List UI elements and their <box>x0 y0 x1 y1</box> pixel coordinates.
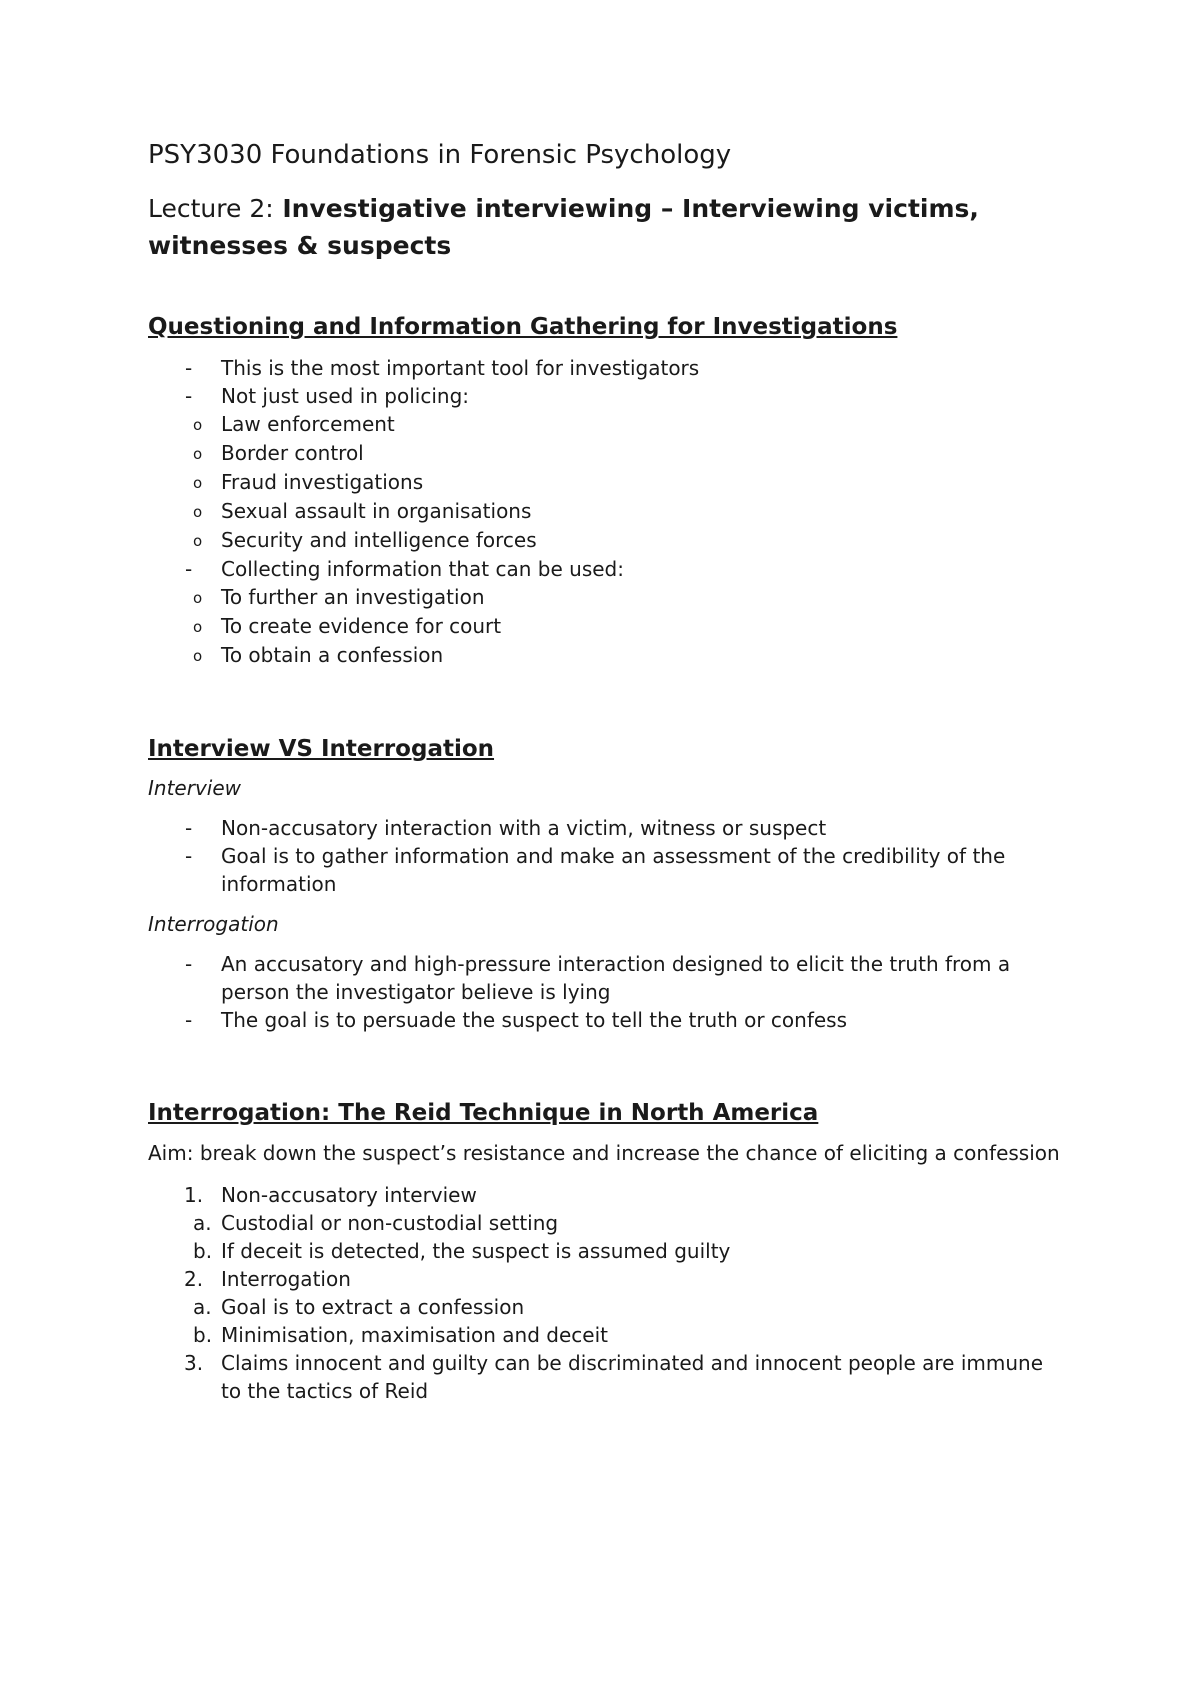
list-item <box>148 354 1068 382</box>
section-heading-reid-technique: Interrogation: The Reid Technique in North America <box>148 1100 819 1126</box>
list-item-text: Goal is to gather information and make an assessment of the credibility of the information <box>221 844 1006 896</box>
numbered-item <box>148 1265 1068 1349</box>
lecture-title <box>148 190 1068 264</box>
dash-marker: - <box>185 384 193 408</box>
document-page <box>148 140 1068 1405</box>
list-item-text: The goal is to persuade the suspect to tell the truth or confess <box>221 1008 848 1032</box>
lecture-title-text: Investigative interviewing – Interviewing victims, witnesses & suspects <box>148 194 979 260</box>
circle-bullet-icon: o <box>193 589 203 607</box>
list-item-text: Non-accusatory interaction with a victim, witness or suspect <box>221 816 827 840</box>
lettered-item-text: Custodial or non-custodial setting <box>221 1211 559 1235</box>
numbered-item <box>148 1181 1068 1265</box>
lettered-item <box>148 1321 1068 1349</box>
list-item-text: This is the most important tool for investigators <box>221 356 700 380</box>
collecting-list <box>148 555 1068 583</box>
numbered-item-text: Claims innocent and guilty can be discriminated and innocent people are immune to the tactics of Reid <box>221 1351 1044 1403</box>
sub-list-item-text: Law enforcement <box>221 412 395 436</box>
sub-list-item-text: To create evidence for court <box>221 614 502 638</box>
sub-list-item-text: To obtain a confession <box>221 643 444 667</box>
sub-list-item-text: Sexual assault in organisations <box>221 499 532 523</box>
number-marker: 3. <box>184 1351 204 1375</box>
dash-marker: - <box>185 816 193 840</box>
sub-list-item <box>148 439 1068 468</box>
dash-marker: - <box>185 356 193 380</box>
list-item <box>148 950 1068 1006</box>
sub-list-item <box>148 583 1068 612</box>
section-heading-interview-vs-interrogation: Interview VS Interrogation <box>148 736 495 762</box>
interview-list <box>148 814 1068 898</box>
policing-sublist <box>148 410 1068 555</box>
number-marker: 1. <box>184 1183 204 1207</box>
lettered-item <box>148 1209 1068 1237</box>
dash-marker: - <box>185 557 193 581</box>
list-item-text: Collecting information that can be used: <box>221 557 624 581</box>
step-sublist <box>148 1209 1068 1265</box>
list-item <box>148 382 1068 410</box>
circle-bullet-icon: o <box>193 618 203 636</box>
circle-bullet-icon: o <box>193 647 203 665</box>
questioning-list <box>148 354 1068 410</box>
list-item <box>148 842 1068 898</box>
numbered-item-text: Non-accusatory interview <box>221 1183 477 1207</box>
dash-marker: - <box>185 1008 193 1032</box>
list-item <box>148 1006 1068 1034</box>
list-item <box>148 814 1068 842</box>
list-item-text: Not just used in policing: <box>221 384 469 408</box>
number-marker: 2. <box>184 1267 204 1291</box>
sub-list-item <box>148 612 1068 641</box>
sub-list-item-text: To further an investigation <box>221 585 485 609</box>
lecture-prefix: Lecture 2: <box>148 194 274 223</box>
step-sublist <box>148 1293 1068 1349</box>
sub-list-item-text: Fraud investigations <box>221 470 424 494</box>
lettered-item <box>148 1293 1068 1321</box>
lettered-item-text: Minimisation, maximisation and deceit <box>221 1323 608 1347</box>
reid-steps-list <box>148 1181 1068 1405</box>
list-item <box>148 555 1068 583</box>
interrogation-label: Interrogation <box>148 912 279 936</box>
list-item-text: An accusatory and high-pressure interaction designed to elicit the truth from a person the investigator believe is lying <box>221 952 1011 1004</box>
numbered-item-text: Interrogation <box>221 1267 351 1291</box>
circle-bullet-icon: o <box>193 445 203 463</box>
course-title: PSY3030 Foundations in Forensic Psychology <box>148 140 732 170</box>
sub-list-item <box>148 410 1068 439</box>
interview-label: Interview <box>148 776 241 800</box>
dash-marker: - <box>185 952 193 976</box>
circle-bullet-icon: o <box>193 532 203 550</box>
circle-bullet-icon: o <box>193 474 203 492</box>
numbered-item <box>148 1349 1068 1405</box>
circle-bullet-icon: o <box>193 503 203 521</box>
lettered-item <box>148 1237 1068 1265</box>
lettered-item-text: If deceit is detected, the suspect is assumed guilty <box>221 1239 731 1263</box>
section-heading-questioning: Questioning and Information Gathering for Investigations <box>148 314 898 340</box>
collecting-sublist <box>148 583 1068 670</box>
sub-list-item-text: Security and intelligence forces <box>221 528 537 552</box>
letter-marker: a. <box>193 1211 212 1235</box>
sub-list-item <box>148 468 1068 497</box>
interrogation-list <box>148 950 1068 1034</box>
lettered-item-text: Goal is to extract a confession <box>221 1295 525 1319</box>
sub-list-item <box>148 526 1068 555</box>
letter-marker: b. <box>193 1239 213 1263</box>
sub-list-item <box>148 497 1068 526</box>
circle-bullet-icon: o <box>193 416 203 434</box>
sub-list-item-text: Border control <box>221 441 364 465</box>
sub-list-item <box>148 641 1068 670</box>
letter-marker: a. <box>193 1295 212 1319</box>
letter-marker: b. <box>193 1323 213 1347</box>
dash-marker: - <box>185 844 193 868</box>
reid-aim: Aim: break down the suspect’s resistance and increase the chance of eliciting a confession <box>148 1141 1060 1165</box>
